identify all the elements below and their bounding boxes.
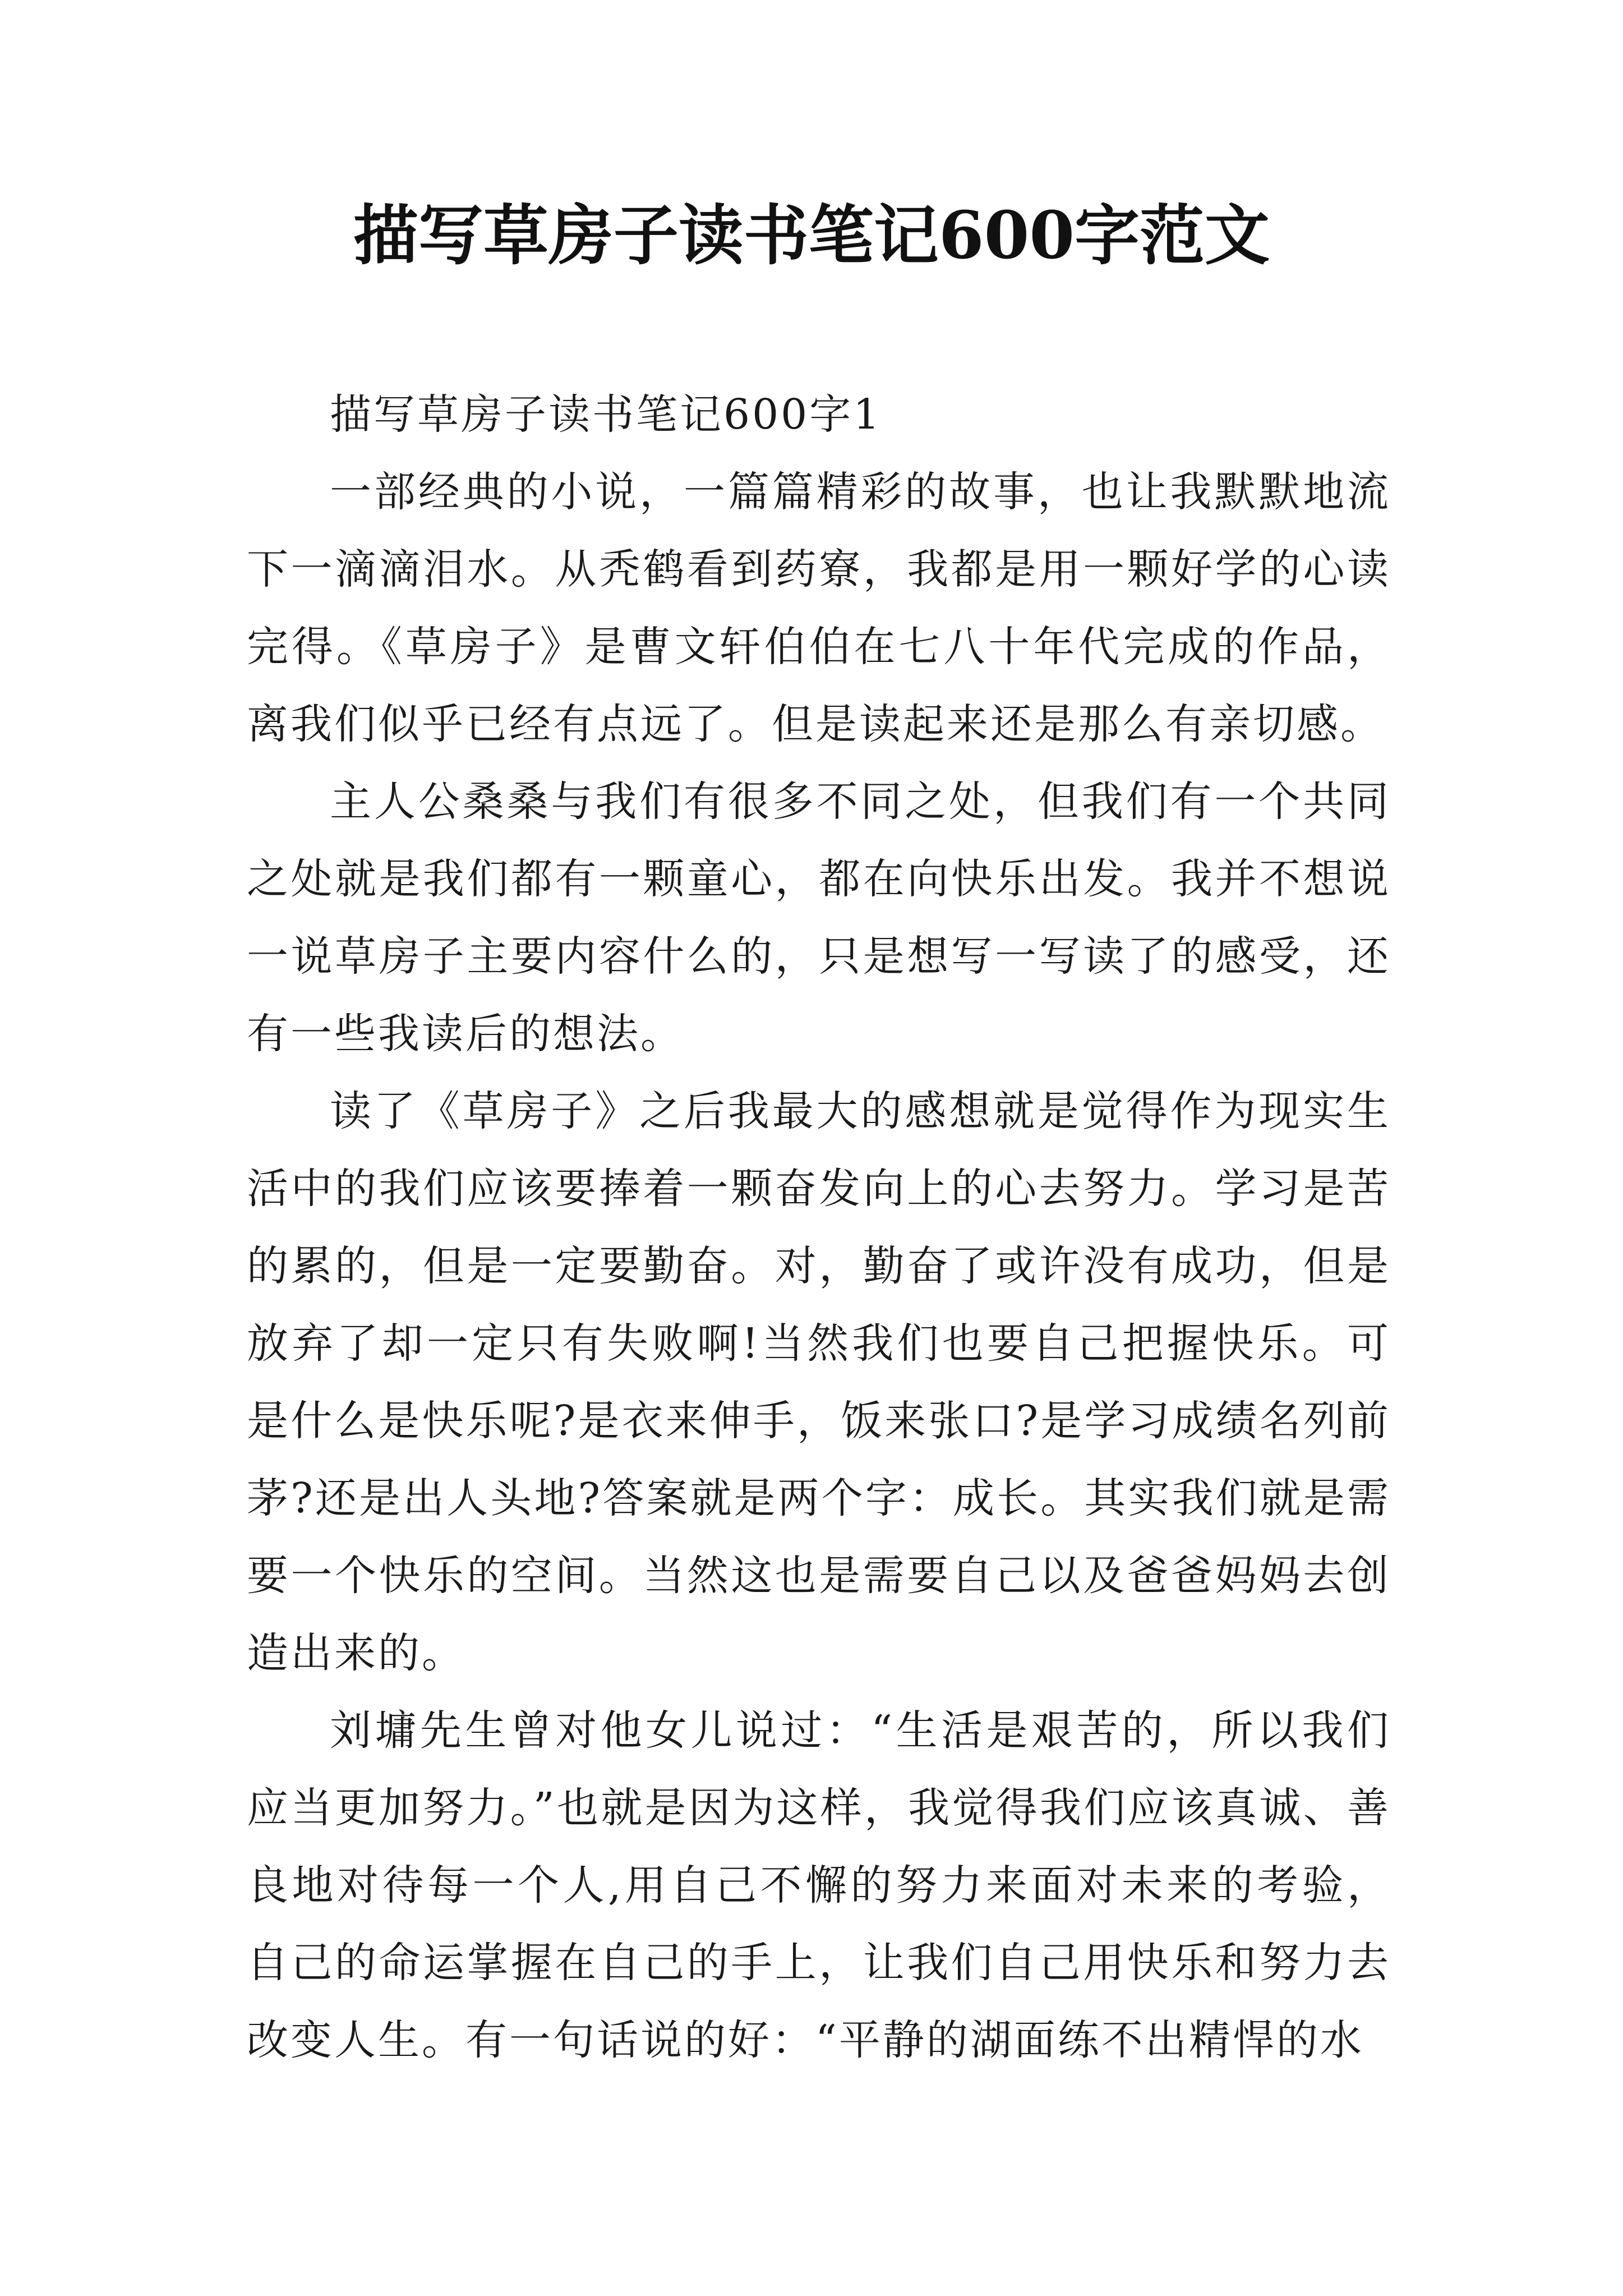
document-title: 描写草房子读书笔记600字范文	[353, 197, 1270, 274]
body-paragraph: 一部经典的小说，一篇篇精彩的故事，也让我默默地流下一滴滴泪水。从秃鹤看到药寮，我都是用一颗好学的心读完得。《草房子》是曹文轩伯伯在七八十年代完成的作品，离我们似乎已经有点远了。但是读起来还是那么有亲切感。	[247, 468, 1391, 748]
document-body	[247, 376, 1391, 2079]
section-heading: 描写草房子读书笔记600字1	[330, 390, 882, 439]
body-paragraph: 读了《草房子》之后我最大的感想就是觉得作为现实生活中的我们应该要捧着一颗奋发向上的心去努力。学习是苦的累的，但是一定要勤奋。对，勤奋了或许没有成功，但是放弃了却一定只有失败啊!当然我们也要自己把握快乐。可是什么是快乐呢?是衣来伸手，饭来张口?是学习成绩名列前茅?还是出人头地?答案就是两个字：成长。其实我们就是需要一个快乐的空间。当然这也是需要自己以及爸爸妈妈去创造出来的。	[247, 1087, 1391, 1677]
body-paragraph: 主人公桑桑与我们有很多不同之处，但我们有一个共同之处就是我们都有一颗童心，都在向快乐出发。我并不想说一说草房子主要内容什么的，只是想写一写读了的感受，还有一些我读后的想法。	[247, 777, 1391, 1058]
body-paragraph: 刘墉先生曾对他女儿说过：“生活是艰苦的，所以我们应当更加努力。”也就是因为这样，我觉得我们应该真诚、善良地对待每一个人,用自己不懈的努力来面对未来的考验，自己的命运掌握在自己的手上，让我们自己用快乐和努力去改变人生。有一句话说的好：“平静的湖面练不出精悍的水	[247, 1706, 1391, 2064]
